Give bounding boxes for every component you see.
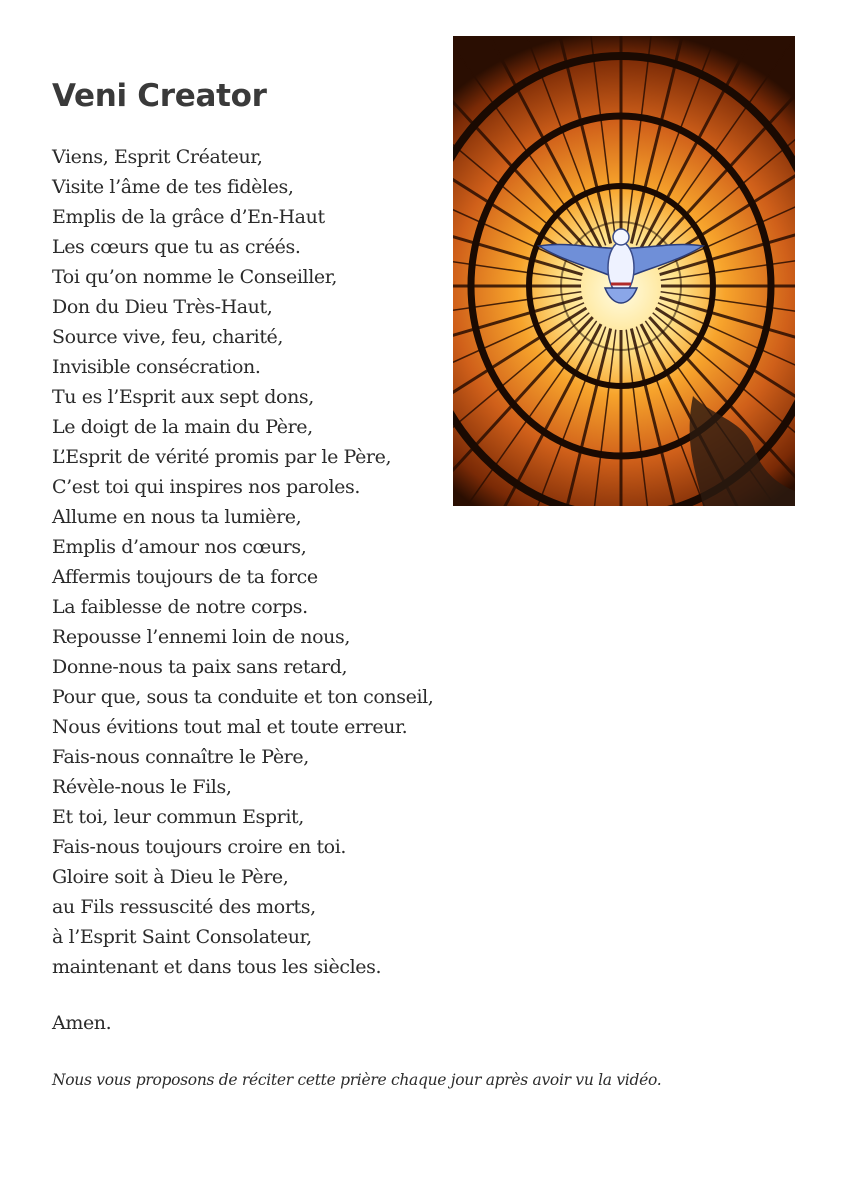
page-title: Veni Creator [52,78,267,114]
verse-line: au Fils ressuscité des morts, [52,896,316,918]
verse-line: Donne-nous ta paix sans retard, [52,656,348,678]
verse-line: La faiblesse de notre corps. [52,596,308,618]
verse-line: Tu es l’Esprit aux sept dons, [52,386,314,408]
verse-line: Fais-nous connaître le Père, [52,746,309,768]
amen-line: Amen. [52,1012,112,1034]
verse-line: Source vive, feu, charité, [52,326,284,348]
verse-line: Emplis d’amour nos cœurs, [52,536,307,558]
poem-verses [52,142,433,982]
verse-line: Affermis toujours de ta force [52,566,318,588]
stained-glass-image [453,36,795,506]
verse-line: Allume en nous ta lumière, [52,506,302,528]
stained-glass-dove-icon [453,36,795,506]
verse-line: Pour que, sous ta conduite et ton conseil, [52,686,434,708]
verse-line: Fais-nous toujours croire en toi. [52,836,347,858]
verse-line: L’Esprit de vérité promis par le Père, [52,446,392,468]
verse-line: Et toi, leur commun Esprit, [52,806,304,828]
verse-line: Nous évitions tout mal et toute erreur. [52,716,408,738]
verse-line: Gloire soit à Dieu le Père, [52,866,289,888]
verse-line: Visite l’âme de tes fidèles, [52,176,294,198]
verse-line: Repousse l’ennemi loin de nous, [52,626,351,648]
verse-line: Toi qu’on nomme le Conseiller, [52,266,337,288]
verse-line: Viens, Esprit Créateur, [52,146,263,168]
verse-line: Don du Dieu Très-Haut, [52,296,273,318]
verse-line: Le doigt de la main du Père, [52,416,313,438]
verse-line: à l’Esprit Saint Consolateur, [52,926,312,948]
footer-note: Nous vous proposons de réciter cette prière chaque jour après avoir vu la vidéo. [52,1071,662,1089]
verse-line: Invisible consécration. [52,356,261,378]
verse-line: Les cœurs que tu as créés. [52,236,301,258]
verse-line: Révèle-nous le Fils, [52,776,232,798]
verse-line: maintenant et dans tous les siècles. [52,956,382,978]
verse-line: Emplis de la grâce d’En-Haut [52,206,325,228]
verse-line: C’est toi qui inspires nos paroles. [52,476,360,498]
